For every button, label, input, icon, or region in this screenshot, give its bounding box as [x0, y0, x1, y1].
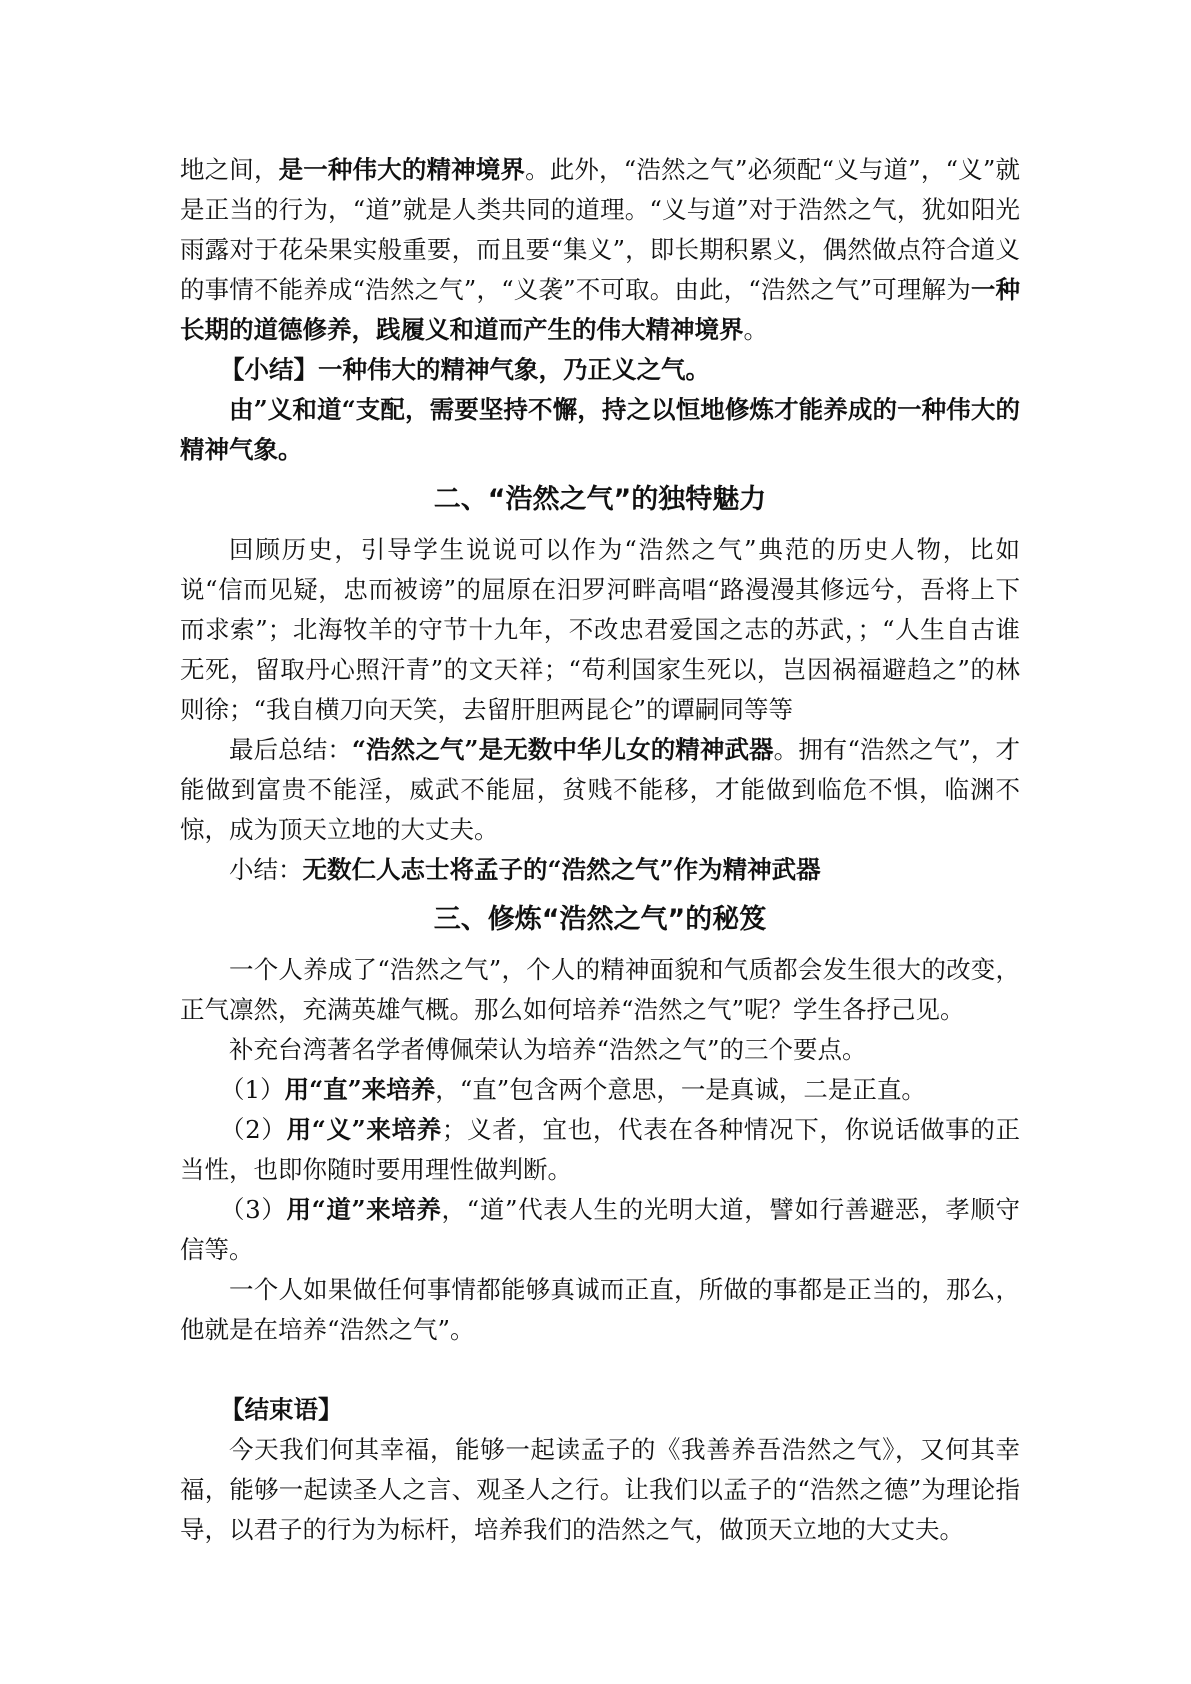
point-number: （2） [220, 1115, 287, 1144]
spacer [180, 1350, 1020, 1390]
closing-paragraph: 今天我们何其幸福，能够一起读孟子的《我善养吾浩然之气》，又何其幸福，能够一起读圣人之言、观圣人之行。让我们以孟子的“浩然之德”为理论指导，以君子的行为为标杆，培养我们的浩然之气，做顶天立地的大丈夫。 [180, 1435, 1020, 1544]
text-run: 小结： [229, 855, 303, 884]
point-item-1 [180, 1070, 1020, 1110]
text-run: 地之间， [180, 155, 279, 184]
bold-text-run: 是一种伟大的精神境界 [278, 155, 526, 184]
paragraph-continuation [180, 150, 1020, 350]
point-item-3 [180, 1190, 1020, 1270]
bold-text-run: 用“道”来培养 [286, 1195, 442, 1224]
paragraph-history: 回顾历史，引导学生说说可以作为“浩然之气”典范的历史人物，比如说“信而见疑，忠而被谤”的屈原在汨罗河畔高唱“路漫漫其修远兮，吾将上下而求索”；北海牧羊的守节十九年，不改忠君爱国之志的苏武，；“人生自古谁无死，留取丹心照汗青”的文天祥；“苟利国家生死以，岂因祸福避趋之”的林则徐；“我自横刀向天笑，去留肝胆两昆仑”的谭嗣同等等 [180, 535, 1020, 724]
bold-text-run: 用“义”来培养 [286, 1115, 442, 1144]
point-item-2 [180, 1110, 1020, 1190]
text-run: 。拥有“浩然之气”，才能做到富贵不能淫，威武不能屈，贫贱不能移，才能做到临危不惧，临渊不惊，成为顶天立地的大丈夫。 [180, 735, 1020, 844]
paragraph-cultivation: 一个人养成了“浩然之气”，个人的精神面貌和气质都会发生很大的改变，正气凛然，充满英雄气概。那么如何培养“浩然之气”呢？学生各抒己见。 [180, 955, 1020, 1024]
paragraph-summary [180, 850, 1020, 890]
text-run: 。此外，“浩然之气”必须配“义与道”，“义”就是正当的行为，“道”就是人类共同的道理。“义与道”对于浩然之气，犹如阳光雨露对于花朵果实般重要，而且要“集义”，即长期积累义，偶然做点符合道义的事情不能养成“浩然之气”，“义袭”不可取。由此，“浩然之气”可理解为 [180, 155, 1020, 304]
paragraph-conclusion [180, 730, 1020, 850]
bold-text-run: 用“直”来培养 [284, 1075, 436, 1104]
point-number: （1） [220, 1075, 285, 1104]
closing-heading: 【结束语】 [220, 1395, 343, 1424]
bold-text-run: 无数仁人志士将孟子的“浩然之气”作为精神武器 [302, 855, 821, 884]
text-run: ，“道”代表人生的光明大道，譬如行善避恶，孝顺守信等。 [180, 1195, 1020, 1264]
paragraph-supplement: 补充台湾著名学者傅佩荣认为培养“浩然之气”的三个要点。 [229, 1035, 867, 1064]
section-heading-3: 三、修炼“浩然之气”的秘笈 [433, 904, 767, 935]
text-run: 最后总结： [229, 735, 352, 764]
text-run: 。 [743, 315, 768, 344]
bold-text-run: “浩然之气”是无数中华儿女的精神武器 [351, 735, 774, 764]
text-run: ；义者，宜也，代表在各种情况下，你说话做事的正当性，也即你随时要用理性做判断。 [180, 1115, 1020, 1184]
text-run: ，“直”包含两个意思，一是真诚，二是正直。 [435, 1075, 926, 1104]
section-heading-2: 二、“浩然之气”的独特魅力 [433, 484, 767, 515]
point-number: （3） [220, 1195, 287, 1224]
summary-line: 【小结】一种伟大的精神气象，乃正义之气。 [220, 355, 710, 384]
paragraph-final: 一个人如果做任何事情都能够真诚而正直，所做的事都是正当的，那么，他就是在培养“浩然之气”。 [180, 1275, 1020, 1344]
summary-paragraph: 由”义和道“支配，需要坚持不懈，持之以恒地修炼才能养成的一种伟大的精神气象。 [180, 395, 1020, 464]
document-page [180, 150, 1020, 1550]
bold-text-run: 一种长期的道德修养，践履义和道而产生的伟大精神境界 [180, 275, 1020, 344]
